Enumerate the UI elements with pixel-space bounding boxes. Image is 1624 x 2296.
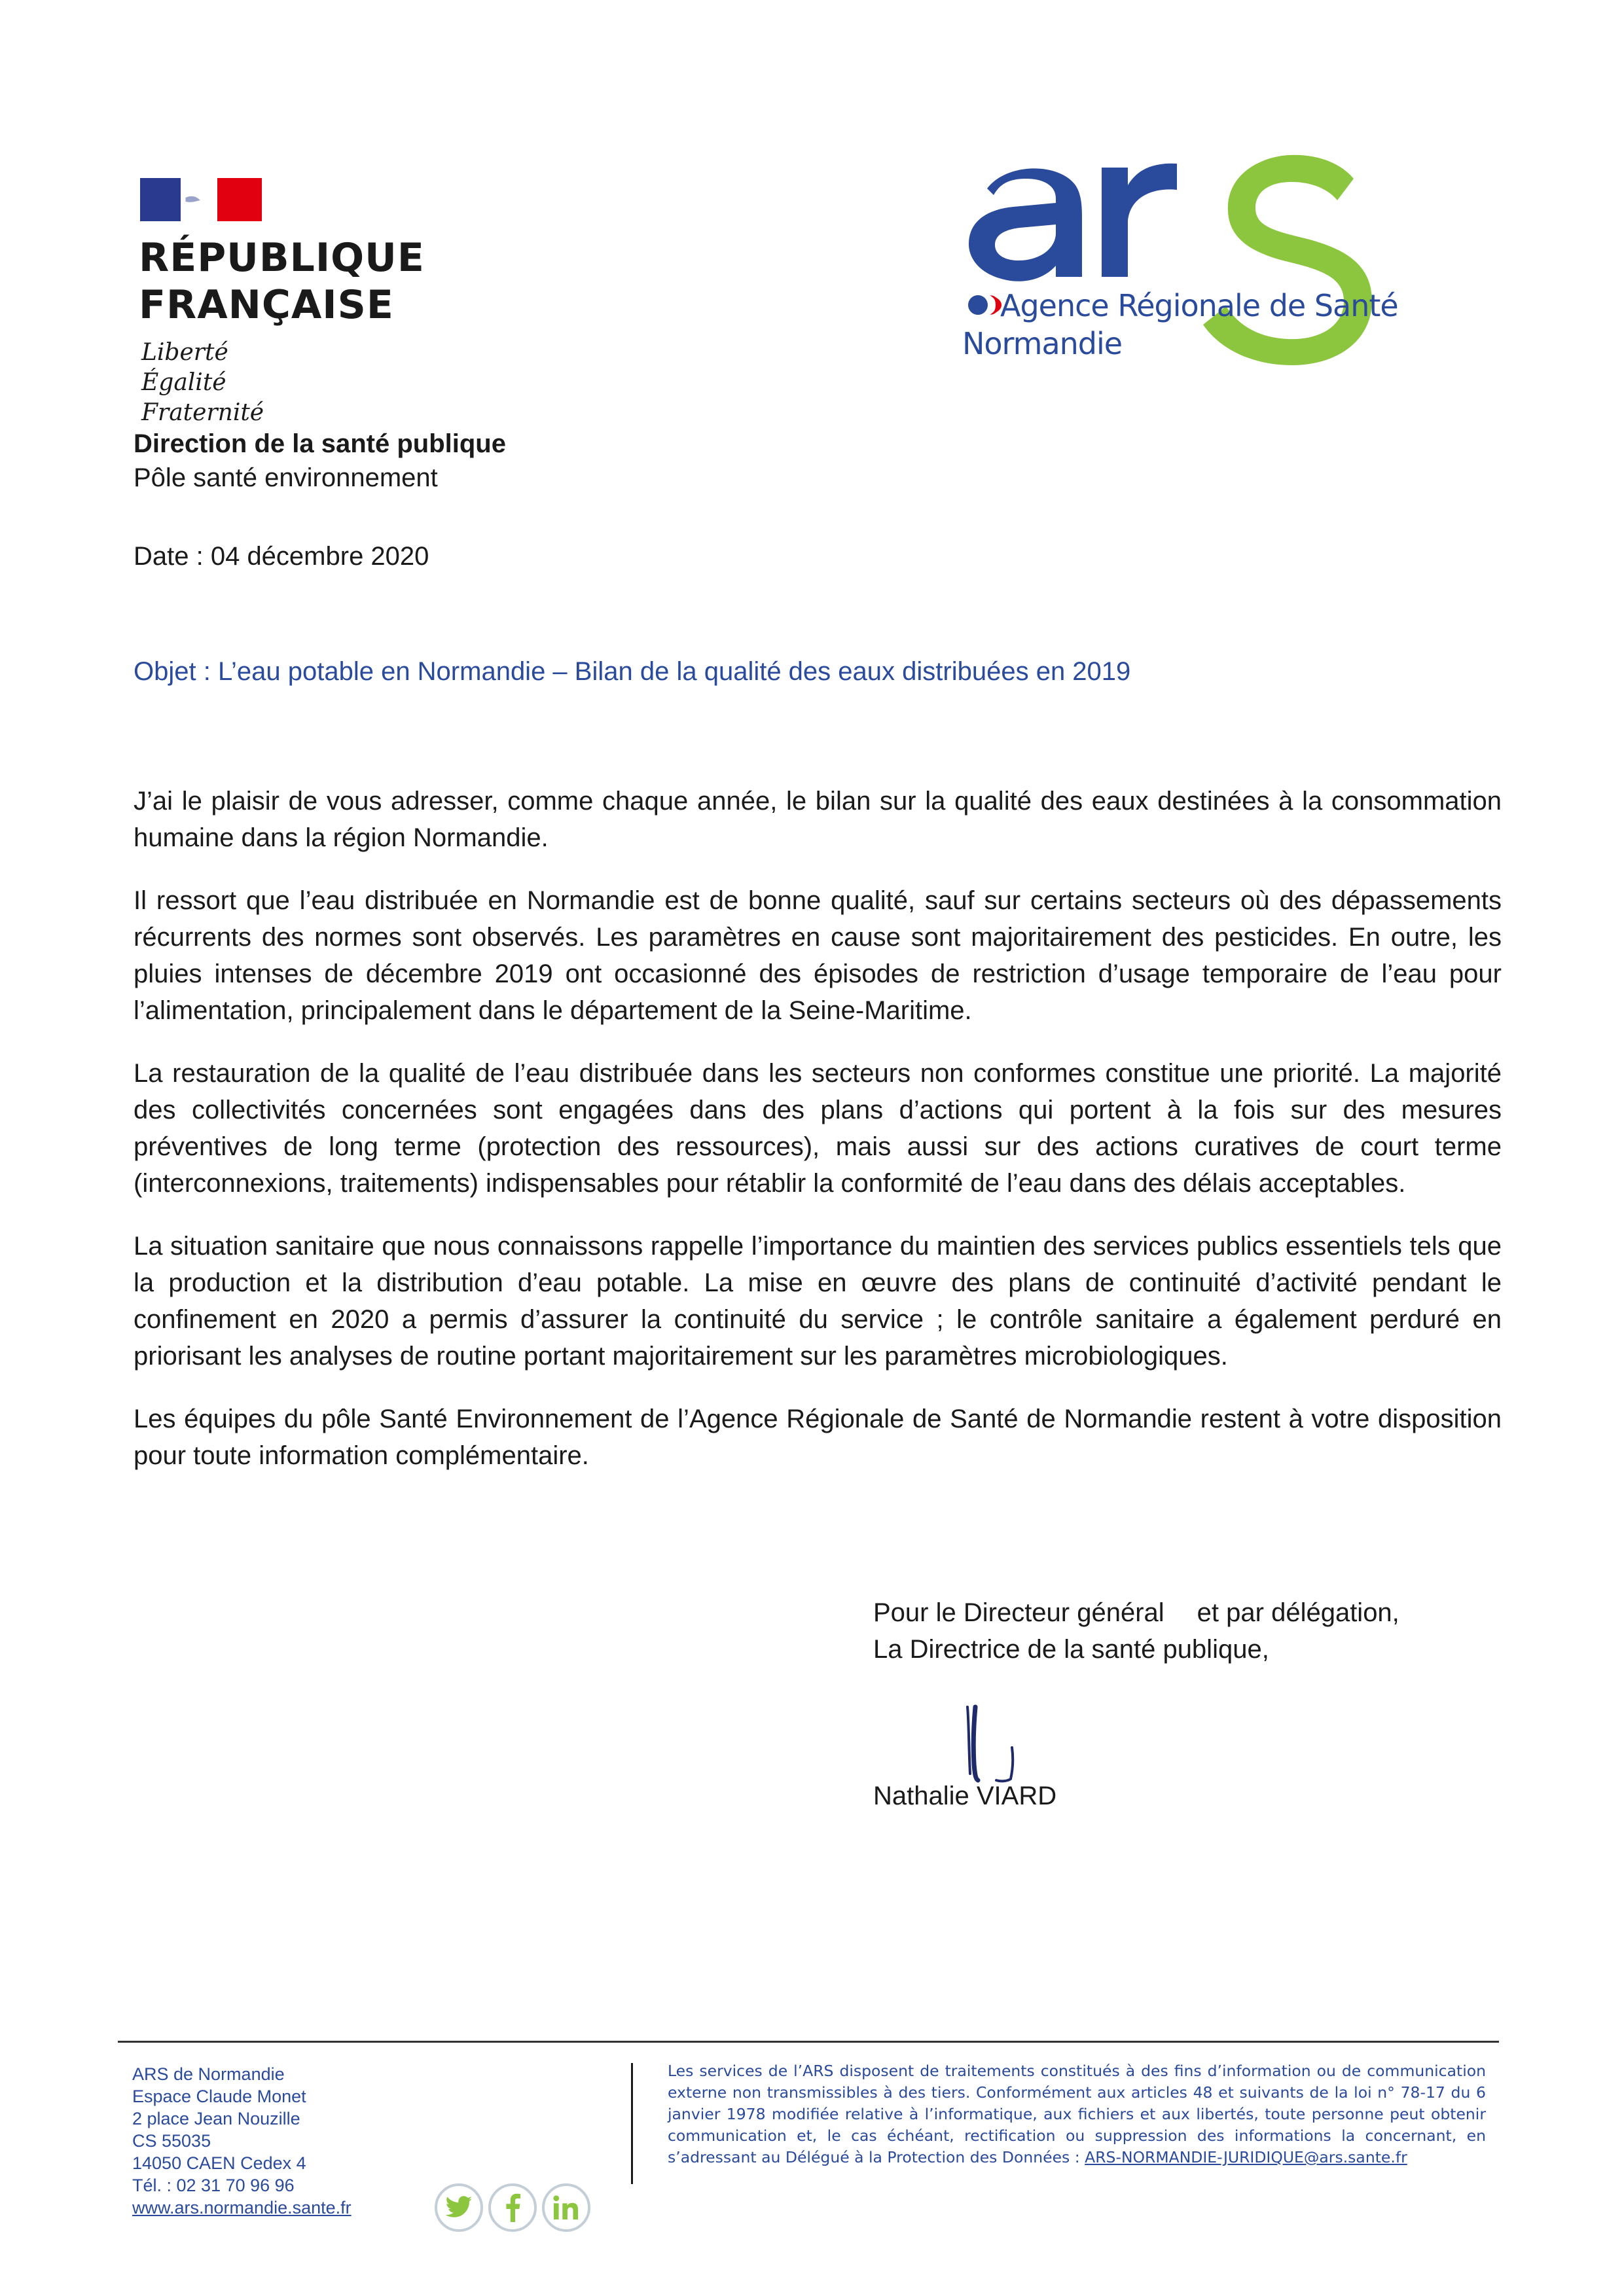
footer-vertical-divider [631,2063,633,2184]
motto-fraternite: Fraternité [141,399,264,426]
republique-francaise-title [139,234,466,329]
letter-subject: Objet : L’eau potable en Normandie – Bilan de la qualité des eaux distribuées en 2019 [134,657,1131,686]
address-line: 14050 CAEN Cedex 4 [132,2153,306,2173]
dpo-email-link[interactable]: ARS-NORMANDIE-JURIDIQUE@ars.sante.fr [1085,2148,1407,2166]
address-line: Espace Claude Monet [132,2087,306,2106]
twitter-icon[interactable] [435,2183,483,2232]
body-paragraph: J’ai le plaisir de vous adresser, comme chaque année, le bilan sur la qualité des eaux destinées à la consommation humaine dans la région Normandie. [134,787,1502,852]
signatory-name: Nathalie VIARD [873,1782,1057,1810]
sender-direction: Direction de la santé publique [134,429,506,458]
marianne-icon [181,178,217,221]
letter-date: Date : 04 décembre 2020 [134,542,429,571]
footer-address [132,2063,352,2219]
francaise-line: FRANÇAISE [139,282,394,328]
republique-line: RÉPUBLIQUE [139,235,425,281]
ars-agency-name: Agence Régionale de Santé [1000,288,1398,323]
website-link[interactable]: www.ars.normandie.sante.fr [132,2198,352,2217]
footer-divider [118,2041,1499,2043]
handwritten-signature [961,1702,1039,1787]
body-paragraph: La situation sanitaire que nous connaissons rappelle l’importance du maintien des services publics essentiels tels que la production et la distribution d’eau potable. La mise en œuvre des plans de continuité d’activité pendant le confinement en 2020 a permis d’assurer la continuité du service ; le contrôle sanitaire a également perduré en priorisant les analyses de routine portant majoritairement sur les paramètres microbiologiques. [134,1232,1502,1371]
linkedin-icon[interactable] [542,2183,590,2232]
motto-egalite: Égalité [141,369,226,396]
signature-delegation [873,1594,1399,1631]
facebook-icon[interactable] [488,2183,537,2232]
signature-for-director: Pour le Directeur général [873,1598,1164,1627]
republique-francaise-flag [140,178,262,221]
footer-legal-notice [668,2060,1486,2168]
legal-text: Les services de l’ARS disposent de traitements constitués à des fins d’information ou de communication externe non transmissibles à des tiers. Conformément aux articles 48 et suivants de la loi n° 78-17 du 6 janvier 1978 modifiée relative à l’informatique, aux fichiers et aux libertés, toute personne peut obtenir communication et, le cas échéant, rectification ou suppression des informations la concernant, en s’adressant au Délégué à la Protection des Données : [668,2062,1486,2166]
address-line: CS 55035 [132,2131,211,2151]
signature-by-delegation: et par délégation, [1197,1598,1399,1627]
signature-block [873,1594,1399,1668]
sender-pole: Pôle santé environnement [134,463,438,492]
address-line: 2 place Jean Nouzille [132,2109,300,2128]
letter-body [134,783,1502,1500]
signature-title: La Directrice de la santé publique, [873,1635,1269,1664]
body-paragraph: La restauration de la qualité de l’eau distribuée dans les secteurs non conformes constitue une priorité. La majorité des collectivités concernées sont engagées dans des plans d’actions qui portent à la fois sur des mesures préventives de long terme (protection des ressources), mais aussi sur des actions curatives de court terme (interconnexions, traitements) indispensables pour rétablir la conformité de l’eau dans des délais acceptables. [134,1059,1502,1198]
ars-region-name: Normandie [962,326,1123,361]
address-line: ARS de Normandie [132,2064,285,2084]
motto-liberte: Liberté [141,339,228,366]
phone-line: Tél. : 02 31 70 96 96 [132,2176,295,2195]
body-paragraph: Les équipes du pôle Santé Environnement de l’Agence Régionale de Santé de Normandie restent à votre disposition pour toute information complémentaire. [134,1405,1502,1470]
republique-motto [141,338,264,428]
body-paragraph: Il ressort que l’eau distribuée en Normandie est de bonne qualité, sauf sur certains secteurs où des dépassements récurrents des normes sont observés. Les paramètres en cause sont majoritairement des pesticides. En outre, les pluies intenses de décembre 2019 ont occasionné des épisodes de restriction d’usage temporaire de l’eau pour l’alimentation, principalement dans le département de la Seine-Maritime. [134,886,1502,1025]
